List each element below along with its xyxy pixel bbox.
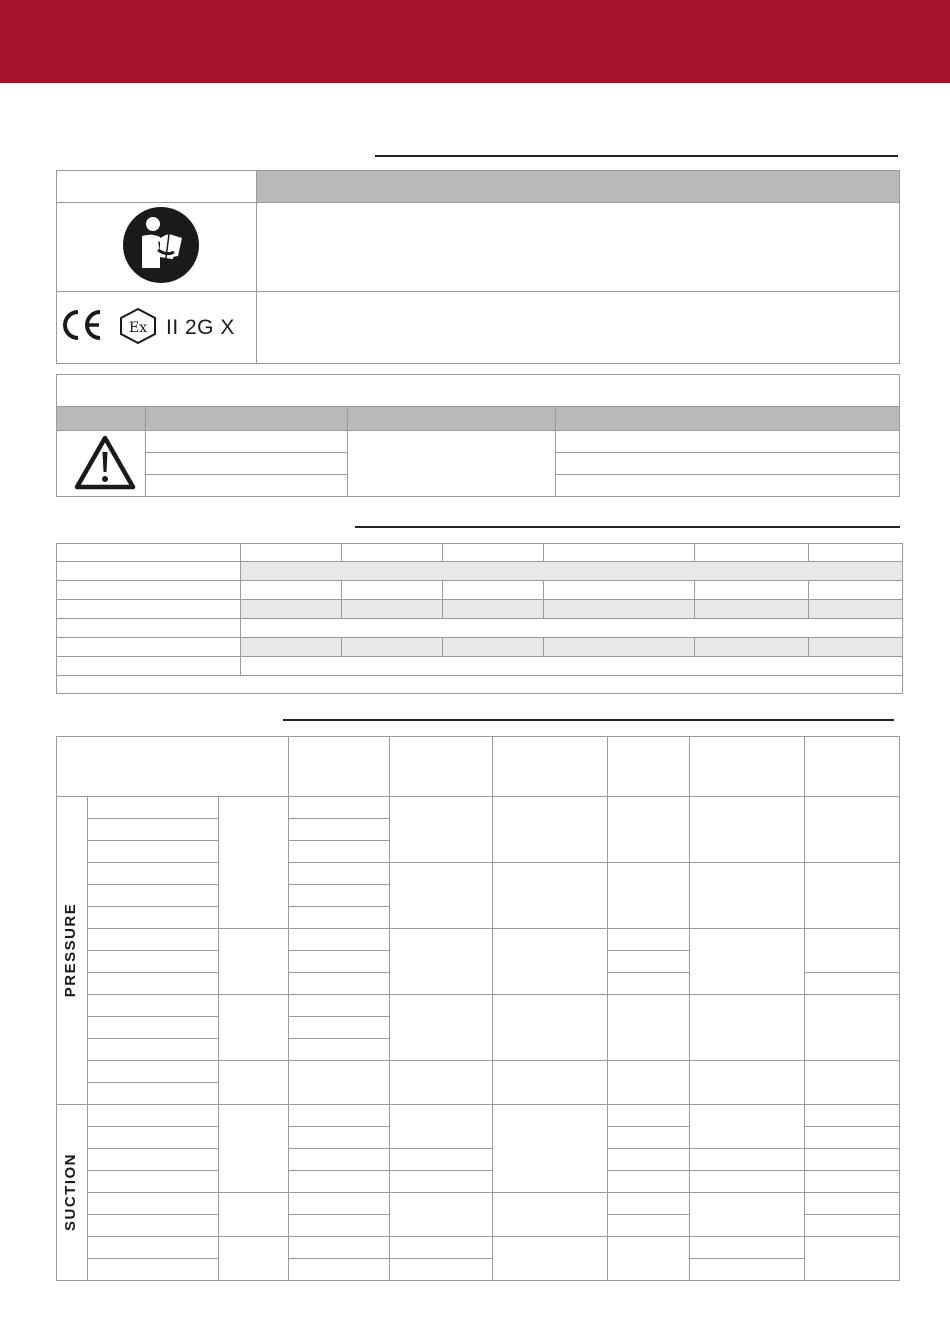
perf-cell [289, 973, 390, 995]
ops-cell [544, 600, 695, 619]
perf-cell [690, 1237, 805, 1259]
perf-cell [608, 1127, 690, 1149]
ops-cell [443, 581, 544, 600]
perf-header-cell [289, 737, 390, 797]
perf-cell [390, 1171, 493, 1193]
perf-cell [608, 1171, 690, 1193]
perf-header-cell [608, 737, 690, 797]
marking-text-cell [257, 292, 900, 364]
ops-cell [241, 600, 342, 619]
perf-cell [88, 1083, 219, 1105]
perf-cell [289, 819, 390, 841]
perf-cell [390, 863, 493, 929]
warning-col-3 [348, 407, 556, 431]
perf-cell [690, 863, 805, 929]
perf-cell [289, 951, 390, 973]
perf-cell [289, 841, 390, 863]
perf-cell [289, 1105, 390, 1127]
ops-cell [57, 638, 241, 657]
perf-cell [219, 1237, 289, 1281]
perf-cell [608, 1149, 690, 1171]
perf-cell [289, 1171, 390, 1193]
ops-cell [241, 581, 342, 600]
perf-cell [88, 907, 219, 929]
perf-cell [88, 1017, 219, 1039]
perf-cell [805, 929, 900, 973]
ex-mark-text: Ex [128, 320, 148, 336]
perf-cell [289, 929, 390, 951]
perf-cell [88, 1061, 219, 1083]
perf-cell [289, 1039, 390, 1061]
perf-cell [390, 995, 493, 1061]
ops-cell [809, 581, 903, 600]
perf-cell [493, 995, 608, 1061]
performance-table [56, 736, 900, 1281]
ce-mark-icon [60, 309, 106, 341]
perf-cell [690, 797, 805, 863]
ops-cell [695, 581, 809, 600]
perf-cell [289, 995, 390, 1017]
section-rule-operating [355, 526, 900, 528]
perf-cell [805, 1237, 900, 1281]
perf-cell [493, 797, 608, 863]
perf-cell [805, 1105, 900, 1127]
perf-cell [88, 1259, 219, 1281]
perf-cell [289, 885, 390, 907]
ops-cell [57, 676, 903, 694]
perf-cell [88, 1215, 219, 1237]
perf-cell [805, 1193, 900, 1215]
warning-col-4 [556, 407, 900, 431]
ops-cell [57, 619, 241, 638]
warning-triangle-icon [73, 434, 137, 492]
operating-table [56, 543, 903, 694]
perf-cell [88, 863, 219, 885]
warning-cell [146, 475, 348, 497]
ops-cell [342, 544, 443, 562]
perf-cell [690, 1193, 805, 1237]
ops-cell [342, 638, 443, 657]
pressure-label: PRESSURE [62, 902, 79, 998]
perf-cell [608, 1237, 690, 1281]
ops-cell [57, 600, 241, 619]
perf-cell [690, 995, 805, 1061]
perf-cell [88, 929, 219, 951]
perf-cell [88, 885, 219, 907]
warning-cell [556, 431, 900, 453]
perf-cell [219, 995, 289, 1061]
perf-cell [289, 1215, 390, 1237]
perf-cell [390, 1105, 493, 1149]
perf-cell [88, 1127, 219, 1149]
ops-cell [241, 657, 903, 676]
ops-cell [57, 544, 241, 562]
perf-cell [289, 1193, 390, 1215]
perf-cell [88, 797, 219, 819]
perf-cell [289, 907, 390, 929]
ops-cell [695, 544, 809, 562]
perf-cell [690, 1171, 805, 1193]
perf-cell [390, 929, 493, 995]
perf-cell [88, 1105, 219, 1127]
ops-cell [809, 638, 903, 657]
ops-cell [443, 638, 544, 657]
warning-cell [146, 453, 348, 475]
perf-cell [390, 1259, 493, 1281]
perf-cell [88, 1193, 219, 1215]
perf-cell [608, 973, 690, 995]
section-rule-certification [375, 155, 898, 157]
perf-cell [805, 1061, 900, 1105]
perf-cell [690, 1105, 805, 1149]
ops-cell [809, 600, 903, 619]
perf-cell [390, 797, 493, 863]
perf-cell [608, 995, 690, 1061]
cert-header-left [57, 171, 257, 203]
perf-cell [690, 1061, 805, 1105]
perf-cell [88, 841, 219, 863]
ops-cell [544, 581, 695, 600]
perf-cell [608, 951, 690, 973]
atex-marking-text: II 2G X [166, 316, 235, 339]
perf-cell [88, 973, 219, 995]
perf-cell [608, 1105, 690, 1127]
perf-cell [493, 1237, 608, 1281]
perf-cell [805, 995, 900, 1061]
perf-header-cell [390, 737, 493, 797]
perf-cell [390, 1193, 493, 1237]
perf-cell [805, 1149, 900, 1171]
ops-cell [443, 600, 544, 619]
manual-text-cell [257, 203, 900, 292]
ops-cell [241, 562, 903, 581]
perf-cell [289, 1149, 390, 1171]
perf-cell [493, 929, 608, 995]
warning-cell [556, 475, 900, 497]
warning-table [56, 374, 900, 497]
read-manual-icon [122, 206, 200, 284]
warning-cell [556, 453, 900, 475]
perf-cell [88, 995, 219, 1017]
perf-cell [289, 1061, 390, 1105]
perf-cell [219, 797, 289, 929]
perf-cell [690, 1149, 805, 1171]
perf-cell [219, 1193, 289, 1237]
perf-cell [390, 1237, 493, 1259]
ops-cell [241, 638, 342, 657]
ops-cell [443, 544, 544, 562]
perf-cell [493, 863, 608, 929]
perf-cell [493, 1061, 608, 1105]
perf-cell [805, 863, 900, 929]
perf-cell [608, 863, 690, 929]
perf-cell [805, 1215, 900, 1237]
perf-cell [805, 797, 900, 863]
ops-cell [57, 657, 241, 676]
perf-cell [289, 1259, 390, 1281]
ex-hexagon-icon [118, 307, 158, 345]
perf-cell [88, 1149, 219, 1171]
perf-cell [219, 1105, 289, 1193]
perf-cell [289, 797, 390, 819]
warning-cell [146, 431, 348, 453]
perf-cell [493, 1193, 608, 1237]
perf-cell [690, 929, 805, 995]
header-banner [0, 0, 950, 83]
ops-cell [57, 581, 241, 600]
perf-cell [88, 1237, 219, 1259]
perf-cell [608, 929, 690, 951]
cert-header-right [257, 171, 900, 203]
perf-header-cell [57, 737, 289, 797]
perf-cell [390, 1061, 493, 1105]
perf-cell [88, 819, 219, 841]
perf-cell [805, 973, 900, 995]
ops-cell [695, 638, 809, 657]
ops-cell [342, 600, 443, 619]
perf-cell [289, 1017, 390, 1039]
perf-cell [88, 951, 219, 973]
warning-title-row [57, 375, 900, 407]
ops-cell [57, 562, 241, 581]
warning-col-1 [57, 407, 146, 431]
perf-header-cell [493, 737, 608, 797]
perf-cell [88, 1039, 219, 1061]
ops-cell [241, 544, 342, 562]
ops-cell [342, 581, 443, 600]
perf-cell [608, 1061, 690, 1105]
perf-cell [289, 1237, 390, 1259]
perf-cell [219, 1061, 289, 1105]
section-rule-performance [283, 719, 894, 721]
perf-cell [608, 797, 690, 863]
ops-cell [544, 544, 695, 562]
warning-col-2 [146, 407, 348, 431]
perf-cell [805, 1171, 900, 1193]
perf-cell [805, 1127, 900, 1149]
ops-cell [241, 619, 903, 638]
ops-cell [695, 600, 809, 619]
ops-cell [809, 544, 903, 562]
perf-cell [608, 1193, 690, 1215]
perf-header-cell [690, 737, 805, 797]
perf-cell [289, 1127, 390, 1149]
perf-cell [493, 1105, 608, 1193]
perf-cell [690, 1259, 805, 1281]
perf-cell [390, 1149, 493, 1171]
warning-cell [348, 431, 556, 497]
suction-label: SUCTION [62, 1153, 79, 1231]
perf-cell [219, 929, 289, 995]
perf-cell [289, 863, 390, 885]
perf-header-cell [805, 737, 900, 797]
perf-cell [608, 1215, 690, 1237]
perf-cell [88, 1171, 219, 1193]
ops-cell [544, 638, 695, 657]
